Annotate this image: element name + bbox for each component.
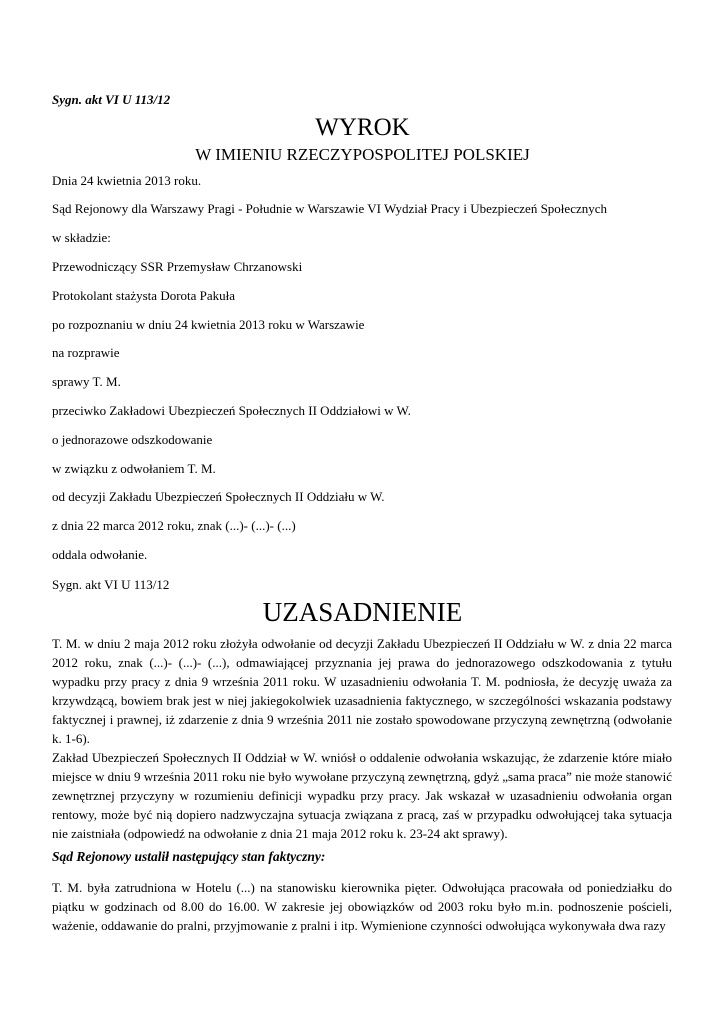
opposing-party: przeciwko Zakładowi Ubezpieczeń Społecznych II Oddziałowi w W.	[52, 403, 411, 418]
appeal-by: w związku z odwołaniem T. M.	[52, 461, 216, 476]
case-subject: o jednorazowe odszkodowanie	[52, 432, 213, 447]
ruling: oddala odwołanie.	[52, 547, 148, 562]
facts-heading: Sąd Rejonowy ustalił następujący stan faktyczny:	[52, 849, 326, 864]
facts-paragraph: T. M. była zatrudniona w Hotelu (...) na stanowisku kierownika pięter. Odwołująca pracowała od poniedziałku do piątku w godzinach od 8.00 do 16.00. W zakresie jej obowiązków od 2003 roku było m.in. podnoszenie pościeli, ważenie, oddawanie do pralni, przyjmowanie z pralni i itp. Wymienione czynności odwołująca wykonywała dwa razy	[52, 880, 672, 933]
decision-reference: od decyzji Zakładu Ubezpieczeń Społecznych II Oddziału w W.	[52, 489, 385, 504]
court-clerk: Protokolant stażysta Dorota Pakuła	[52, 288, 236, 303]
verdict-subtitle: W IMIENIU RZECZYPOSPOLITEJ POLSKIEJ	[195, 145, 530, 164]
decision-date: z dnia 22 marca 2012 roku, znak (...)- (...)- (...)	[52, 518, 296, 533]
composition-label: w składzie:	[52, 230, 111, 245]
verdict-title: WYROK	[315, 114, 410, 141]
hearing-type: na rozprawie	[52, 345, 120, 360]
case-party: sprawy T. M.	[52, 374, 121, 389]
justification-paragraph-2: Zakład Ubezpieczeń Społecznych II Oddział w W. wniósł o oddalenie odwołania wskazując, że zdarzenie które miało miejsce w dniu 9 września 2011 roku nie było wywołane przyczyną zewnętrzną, gdyż „sama praca” nie może stanowić zewnętrznej przyczyny w rozumieniu definicji wypadku przy pracy. Jak wskazał w uzasadnieniu odwołania organ rentowy, może być nią dopiero nadzwyczajna sytuacja związana z pracą, zaś w przypadku odwołującej taka sytuacja nie zaistniała (odpowiedź na odwołanie z dnia 21 maja 2012 roku k. 23-24 akt sprawy).	[52, 750, 672, 841]
case-number-top: Sygn. akt VI U 113/12	[52, 92, 171, 107]
justification-heading: UZASADNIENIE	[262, 597, 463, 627]
hearing-date: po rozpoznaniu w dniu 24 kwietnia 2013 roku w Warszawie	[52, 317, 365, 332]
court-name: Sąd Rejonowy dla Warszawy Pragi - Południe w Warszawie VI Wydział Pracy i Ubezpieczeń Społecznych	[52, 201, 608, 216]
justification-paragraph-1: T. M. w dniu 2 maja 2012 roku złożyła odwołanie od decyzji Zakładu Ubezpieczeń II Oddziału w W. z dnia 22 marca 2012 roku, znak (...)- (...)- (...), odmawiającej przyznania jej prawa do jednorazowego odszkodowania z tytułu wypadku przy pracy z dnia 9 września 2011 roku. W uzasadnieniu odwołania T. M. podniosła, że decyzję uważa za krzywdzącą, bowiem brak jest w niej jakiegokolwiek uzasadnienia faktycznego, w szczególności wskazania podstawy faktycznej i prawnej, iż zdarzenie z dnia 9 września 2011 nie zostało spowodowane przyczyną zewnętrzną (odwołanie k. 1-6).	[52, 636, 672, 746]
case-number-bottom: Sygn. akt VI U 113/12	[52, 577, 170, 592]
presiding-judge: Przewodniczący SSR Przemysław Chrzanowski	[52, 259, 303, 274]
verdict-date: Dnia 24 kwietnia 2013 roku.	[52, 173, 202, 188]
